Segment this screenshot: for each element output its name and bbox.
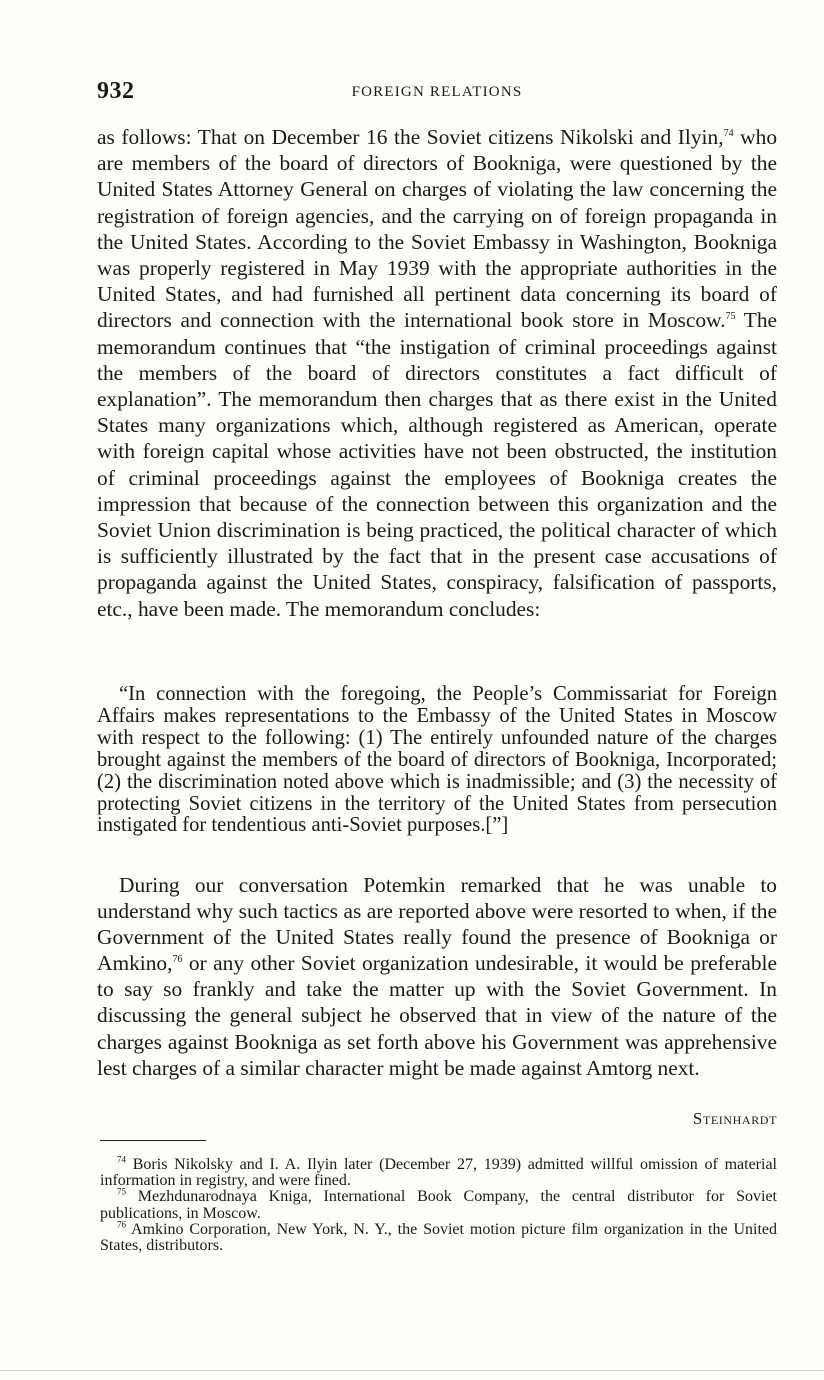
signature: Steinhardt [692,1109,777,1128]
paragraph-text: or any other Soviet organization undesirable, it would be preferable to say so frankly and take the matter up with the Soviet Government. In discussing the general subject he observed that in view of the nature of the charges against Bookniga as set forth above his Government was apprehensive lest charges of a similar character might be made against Amtorg next. [97,951,777,1080]
footnote-marker: 74 [117,1154,126,1165]
paragraph-text: as follows: That on December 16 the Soviet citizens Nikolski and Ilyin, [97,125,724,149]
footnote-75 [100,1189,777,1221]
footnote-text: Amkino Corporation, New York, N. Y., the Soviet motion picture film organization in the United States, distributors. [100,1220,777,1255]
block-quote: “In connection with the foregoing, the People’s Commissariat for Foreign Affairs makes representations to the Embassy of the United States in Moscow with respect to the following: (1) The entirely unfounded nature of the charges brought against the members of the board of directors of Bookniga, Incorporated; (2) the discrimination noted above which is inadmissible; and (3) the necessity of protecting Soviet citizens in the territory of the United States from persecution instigated for tendentious anti-Soviet purposes.[”] [97,683,777,837]
body-paragraph-2 [97,872,777,1081]
footnote-ref-75[interactable]: 75 [725,311,736,323]
footnote-76 [100,1219,777,1255]
footnote-marker: 76 [117,1219,126,1230]
footnote-ref-76[interactable]: 76 [172,954,183,966]
footnote-74 [100,1154,777,1190]
footnote-divider [100,1140,206,1141]
footnote-marker: 75 [117,1187,126,1198]
footnote-text: Boris Nikolsky and I. A. Ilyin later (December 27, 1939) admitted willful omission of material information in registry, and were fined. [100,1156,777,1190]
page-number: 932 [97,78,135,104]
running-head: FOREIGN RELATIONS [351,84,523,100]
footnote-ref-74[interactable]: 74 [723,127,734,139]
footnote-text: Mezhdunarodnaya Kniga, International Book Company, the central distributor for Soviet publications, in Moscow. [100,1188,777,1222]
paragraph-text: who are members of the board of directors of Bookniga, were questioned by the United States Attorney General on charges of violating the law concerning the registration of foreign agencies, and the carrying on of foreign propaganda in the United States. According to the Soviet Embassy in Washington, Bookniga was properly registered in May 1939 with the appropriate authorities in the United States, and had furnished all pertinent data concerning its board of directors and connection with the international book store in Moscow. [97,125,778,333]
body-paragraph-1 [97,124,777,622]
page-header [97,78,777,108]
page-edge-line [0,1370,824,1371]
paragraph-text: During our conversation Potemkin remarked that he was unable to understand why such tactics as are reported above were resorted to when, if the Government of the United States really found the presence of Bookniga or Amkino, [97,873,777,976]
paragraph-text: The memorandum continues that “the instigation of criminal proceedings against the members of the board of directors constitutes a fact difficult of explanation”. The memorandum then charges that as there exist in the United States many organizations which, although registered as American, operate with foreign capital whose activities have not been obstructed, the institution of criminal proceedings against the employees of Bookniga creates the impression that because of the connection between this organization and the Soviet Union discrimination is being practiced, the political character of which is sufficiently illustrated by the fact that in the present case accusations of propaganda against the United States, conspiracy, falsification of passports, etc., have been made. The memorandum concludes: [97,308,778,621]
footnotes [100,1154,777,1255]
